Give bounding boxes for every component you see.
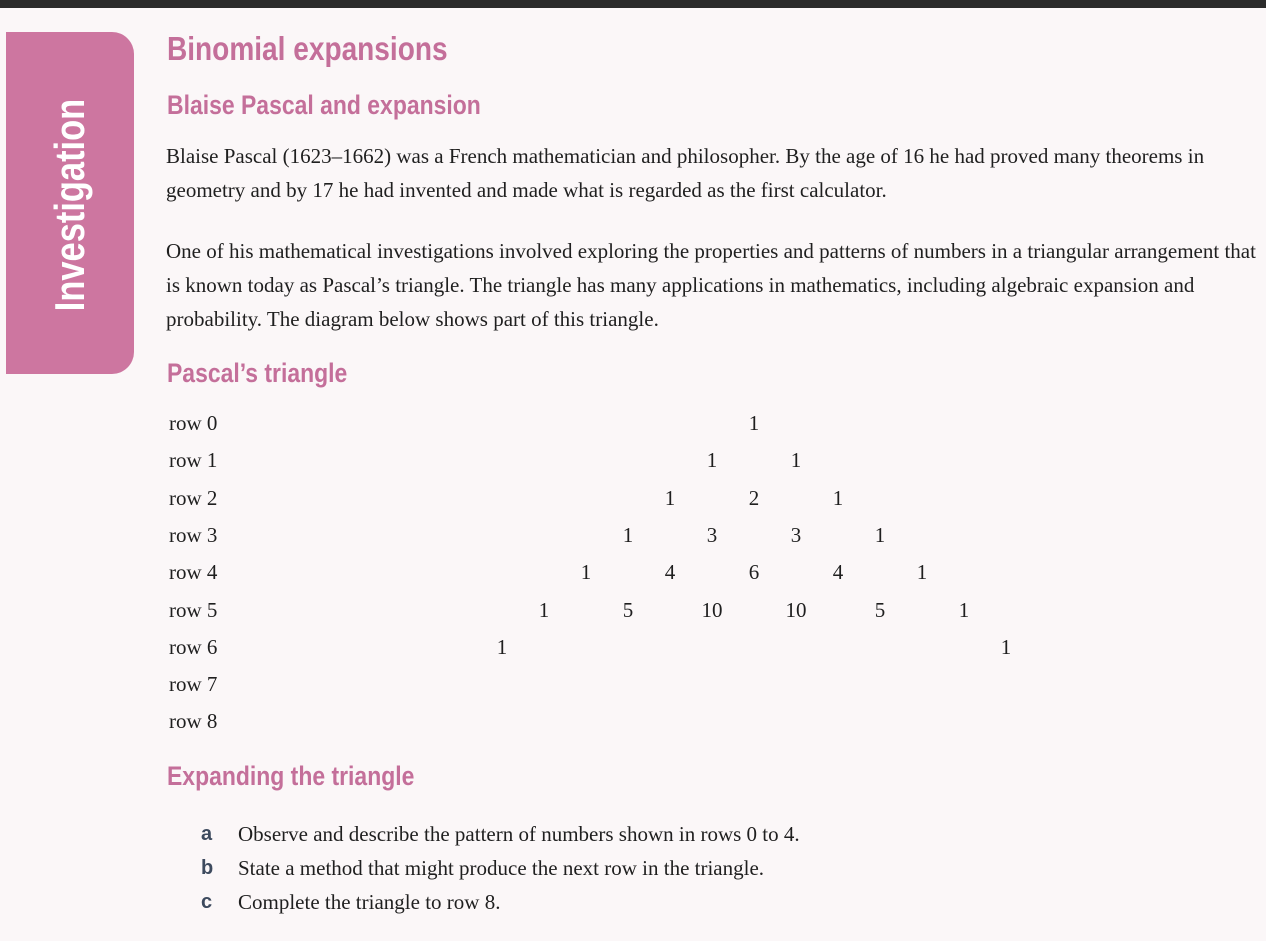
investigation-label: Investigation: [46, 98, 93, 312]
triangle-entry: 1: [916, 560, 928, 585]
question-text: Complete the triangle to row 8.: [238, 890, 501, 914]
question-letter: c: [201, 891, 213, 913]
triangle-entry: 5: [622, 597, 634, 622]
question-letter: a: [201, 823, 213, 845]
row-label: row 1: [169, 448, 218, 473]
row-label: row 8: [169, 709, 218, 734]
triangle-entry: 4: [832, 560, 844, 585]
page-title: Binomial expansions: [167, 30, 448, 67]
triangle-entry: 1: [1000, 634, 1012, 659]
section-heading-triangle: Pascal’s triangle: [167, 358, 348, 388]
triangle-entry: 3: [706, 522, 718, 547]
row-label: row 0: [169, 411, 218, 435]
triangle-entry: 1: [664, 485, 676, 510]
row-label: row 2: [169, 485, 218, 510]
triangle-entry: 3: [790, 522, 802, 547]
section-heading-expanding: Expanding the triangle: [167, 761, 415, 791]
triangle-entry: 10: [701, 597, 723, 622]
triangle-entry: 1: [874, 522, 886, 547]
question-text: State a method that might produce the next row in the triangle.: [238, 856, 765, 880]
triangle-entry: 2: [748, 485, 760, 510]
row-label: row 3: [169, 522, 218, 547]
triangle-entry: 10: [785, 597, 807, 622]
triangle-entry: 1: [706, 448, 718, 473]
section-heading-pascal: Blaise Pascal and expansion: [167, 90, 481, 120]
triangle-entry: 1: [622, 522, 634, 547]
row-label: row 5: [169, 597, 218, 622]
page: [0, 8, 1266, 941]
triangle-entry: 5: [874, 597, 886, 622]
paragraph-triangle: One of his mathematical investigations involved exploring the properties and patterns of numbers in a triangular arrangement that is known today as Pascal’s triangle. The triangle has many applications in mathematics, including algebraic expansion and probability. The diagram below shows part of this triangle.: [166, 239, 1256, 331]
row-label: row 4: [169, 560, 218, 585]
question-text: Observe and describe the pattern of numbers shown in rows 0 to 4.: [238, 822, 800, 846]
triangle-entry: 4: [664, 560, 676, 585]
row-label: row 7: [169, 672, 218, 697]
row-label: row 6: [169, 634, 218, 659]
triangle-entry: 1: [496, 634, 508, 659]
triangle-entry: 1: [748, 411, 760, 435]
triangle-entry: 1: [832, 485, 844, 510]
triangle-entry: 1: [580, 560, 592, 585]
triangle-entry: 1: [958, 597, 970, 622]
triangle-entry: 6: [748, 560, 760, 585]
investigation-tab: [6, 32, 134, 374]
paragraph-intro: Blaise Pascal (1623–1662) was a French mathematician and philosopher. By the age of 16 he had proved many theorems in geometry and by 17 he had invented and made what is regarded as the first calculator.: [166, 144, 1205, 202]
triangle-entry: 1: [790, 448, 802, 473]
question-letter: b: [201, 857, 214, 879]
triangle-entry: 1: [538, 597, 550, 622]
